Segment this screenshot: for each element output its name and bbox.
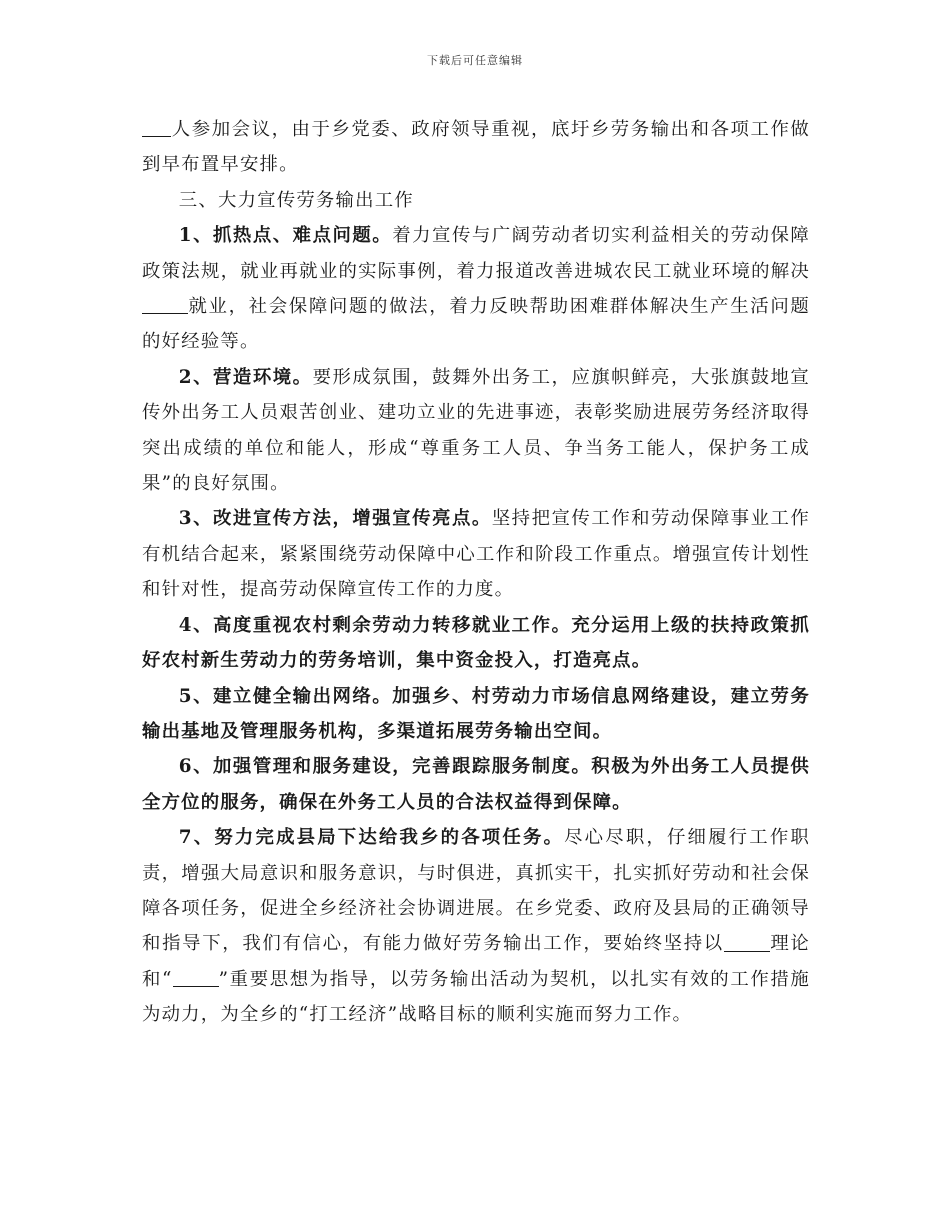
paragraph-item-3: 3、改进宣传方法，增强宣传亮点。坚持把宣传工作和劳动保障事业工作有机结合起来，紧紧围绕劳动保障中心工作和阶段工作重点。增强宣传计划性和针对性，提高劳动保障宣传工作的力度。: [142, 508, 811, 601]
page-header: 下载后可任意编辑: [427, 54, 523, 67]
fill-in-blank: [142, 117, 171, 137]
item-7-lead: 7、努力完成县局下达给我乡的各项任务。: [178, 827, 565, 849]
document-body: [142, 112, 810, 1033]
paragraph-item-5: 5、建立健全输出网络。加强乡、村劳动力市场信息网络建设，建立劳务输出基地及管理服务机构，多渠道拓展劳务输出空间。: [142, 685, 810, 742]
item-1-lead: 1、抓热点、难点问题。: [178, 225, 393, 247]
paragraph-item-2: 2、营造环境。要形成氛围，鼓舞外出务工，应旗帜鲜亮，大张旗鼓地宣传外出务工人员艰苦创业、建功立业的先进事迹，表彰奖励进展劳务经济取得突出成绩的单位和能人，形成“尊重务工人员、争当务工能人，保护务工成果”的良好氛围。: [142, 366, 810, 495]
fill-in-blank: [724, 931, 770, 951]
paragraph-item-7: 7、努力完成县局下达给我乡的各项任务。尽心尽职，仔细履行工作职责，增强大局意识和服务意识，与时俱进，真抓实干，扎实抓好劳动和社会保障各项任务，促进全乡经济社会协调进展。在乡党委、政府及县局的正确领导和指导下，我们有信心，有能力做好劳务输出工作，要始终坚持以 理论和“ ”重要思想为指导，以劳务输出活动为契机，以扎实有效的工作措施为动力，为全乡的“打工经济”战略目标的顺利实施而努力工作。: [142, 827, 810, 1026]
fill-in-blank: [173, 967, 219, 987]
paragraph-continuation: 人参加会议，由于乡党委、政府领导重视，底圩乡劳务输出和各项工作做到早布置早安排。: [142, 112, 810, 183]
paragraph-item-4: 4、高度重视农村剩余劳动力转移就业工作。充分运用上级的扶持政策抓好农村新生劳动力的劳务培训，集中资金投入，打造亮点。: [142, 614, 810, 672]
section-heading-3: 三、大力宣传劳务输出工作: [178, 189, 414, 211]
item-2-lead: 2、营造环境。: [178, 366, 313, 388]
paragraph-item-1: 1、抓热点、难点问题。着力宣传与广阔劳动者切实利益相关的劳动保障政策法规，就业再就业的实际事例，着力报道改善进城农民工就业环境的解决就业，社会保障问题的做法，着力反映帮助困难群体解决生产生活问题的好经验等。: [142, 225, 811, 353]
fill-in-blank: [142, 294, 188, 314]
paragraph-item-6: 6、加强管理和服务建设，完善跟踪服务制度。积极为外出务工人员提供全方位的服务，确保在外务工人员的合法权益得到保障。: [142, 756, 810, 813]
item-3-lead: 3、改进宣传方法，增强宣传亮点。: [178, 508, 492, 530]
